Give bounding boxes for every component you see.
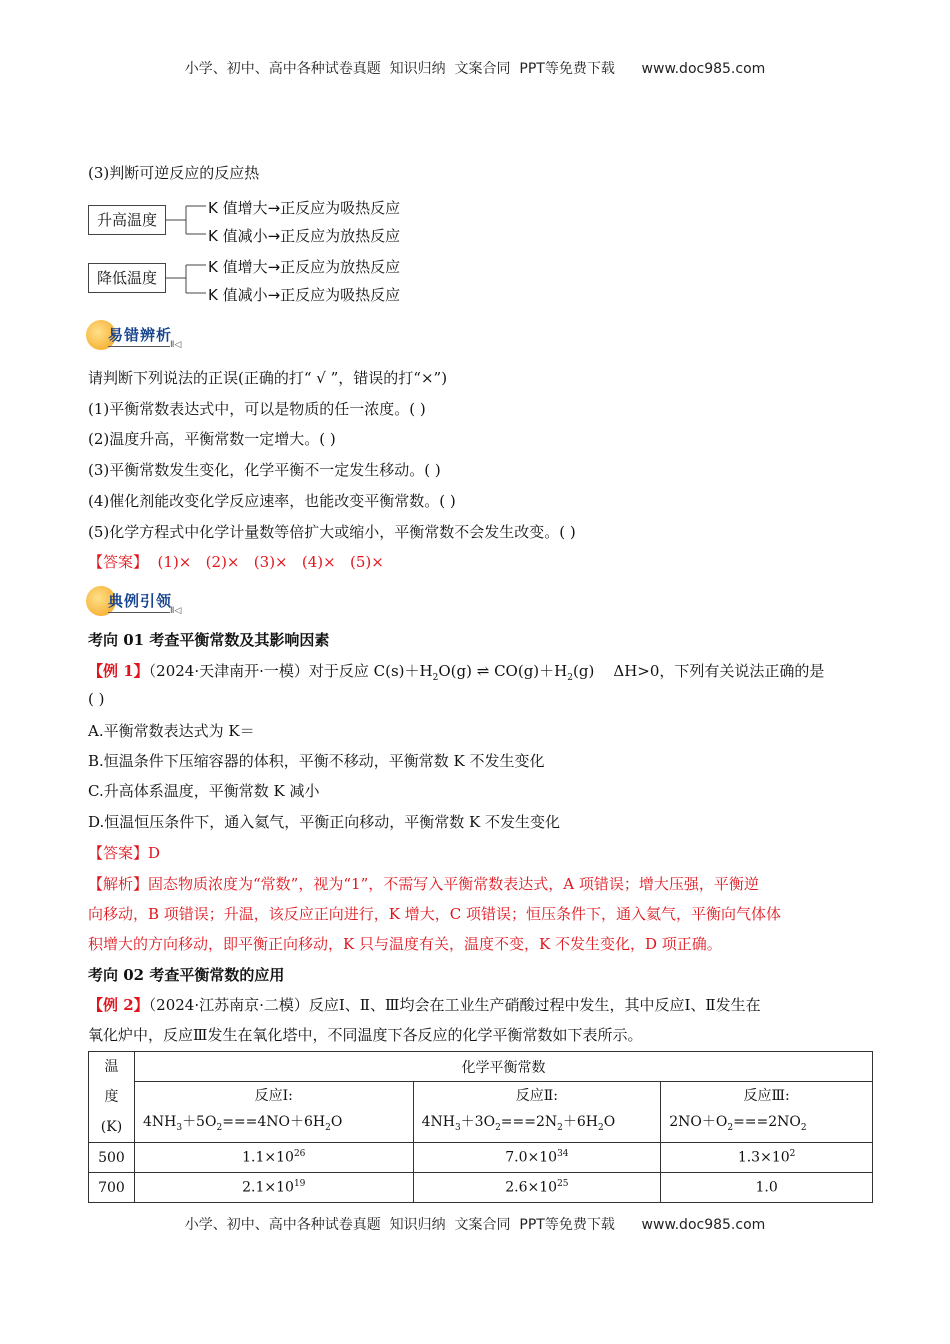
row-500-k3: $1.3\times 10^2$ bbox=[661, 1143, 873, 1173]
ex1-stem: 【例 1】（2024·天津南开·一模）对于反应 $C(s)+H_2O(g)$ ⇌ $CO(g)+H_2(g)$ ΔH>0，下列有关说法正确的是 bbox=[88, 662, 825, 683]
group-header: 化学平衡常数 bbox=[134, 1052, 872, 1082]
judge-intro: 请判断下列说法的正误(正确的打“ √ ”，错误的打“×”) bbox=[88, 369, 448, 387]
badge-underline bbox=[108, 346, 170, 347]
lower-branch-1: K 值增大→正反应为放热反应 bbox=[208, 258, 401, 276]
page-header: 小学、初中、高中各种试卷真题 知识归纳 文案合同 PPT等免费下载 www.doc985.com bbox=[184, 61, 766, 77]
temp-header-cell bbox=[89, 1052, 135, 1143]
reaction-1-eq: $4NH_3+5O_2===4NO+6H_2O$ bbox=[142, 1114, 343, 1134]
ex2-line-2: 氧化炉中，反应Ⅲ发生在氧化塔中，不同温度下各反应的化学平衡常数如下表所示。 bbox=[88, 1026, 643, 1044]
row-700-k2: $2.6\times 10^{25}$ bbox=[413, 1173, 661, 1203]
error-analysis-badge bbox=[86, 318, 186, 358]
ex1-answer-value: D bbox=[148, 844, 161, 862]
branch-connectors bbox=[0, 0, 950, 320]
ex2-label: 【例 2】 bbox=[88, 996, 149, 1014]
equilibrium-constant-table bbox=[88, 1051, 873, 1203]
section3-title: (3)判断可逆反应的反应热 bbox=[88, 164, 260, 182]
topic2-title: 考向 02 考查平衡常数的应用 bbox=[88, 966, 285, 984]
temp-header-line-1: 温 bbox=[104, 1059, 119, 1075]
ex1-analysis-line-1 bbox=[88, 873, 759, 894]
topic1-title: 考向 01 考查平衡常数及其影响因素 bbox=[88, 631, 330, 649]
judge-item-3: (3)平衡常数发生变化，化学平衡不一定发生移动。( ) bbox=[88, 461, 441, 479]
judge-answer-label: 【答案】 bbox=[88, 553, 149, 571]
reaction-3-eq: $2NO+O_2===2NO_2$ bbox=[669, 1114, 807, 1134]
badge-marker-icon: Ⅱ◁ bbox=[170, 606, 182, 616]
row-500-k1: $1.1\times 10^{26}$ bbox=[134, 1143, 413, 1173]
ex1-label: 【例 1】 bbox=[88, 662, 149, 680]
ex1-analysis-line-3: 积增大的方向移动，即平衡正向移动，K 只与温度有关，温度不变，K 不发生变化，D 项正确。 bbox=[88, 935, 722, 953]
examples-badge bbox=[86, 584, 186, 624]
reaction-2-name: 反应Ⅱ: bbox=[515, 1088, 558, 1105]
judge-answer bbox=[88, 551, 384, 572]
ex1-option-a: A.平衡常数表达式为 K＝ bbox=[88, 722, 255, 740]
row-500-k2: $7.0\times 10^{34}$ bbox=[413, 1143, 661, 1173]
ex1-source: （2024·天津南开·一模）对于反应 C(s)＋H bbox=[148, 662, 433, 680]
table-row bbox=[89, 1143, 873, 1173]
ex2-line-1 bbox=[88, 994, 761, 1015]
temp-header-line-2: 度 bbox=[104, 1089, 119, 1105]
row-700-k1: $2.1\times 10^{19}$ bbox=[134, 1173, 413, 1203]
raise-branch-2: K 值减小→正反应为放热反应 bbox=[208, 227, 401, 245]
raise-branch-1: K 值增大→正反应为吸热反应 bbox=[208, 199, 401, 217]
judge-item-5: (5)化学方程式中化学计量数等倍扩大或缩小，平衡常数不会发生改变。( ) bbox=[88, 523, 576, 541]
ex1-answer bbox=[88, 842, 160, 863]
ex1-analysis-label: 【解析】 bbox=[88, 875, 149, 893]
page-footer: 小学、初中、高中各种试卷真题 知识归纳 文案合同 PPT等免费下载 www.doc985.com bbox=[184, 1217, 766, 1233]
ex1-analysis-text-1: 固态物质浓度为“常数”，视为“1”，不需写入平衡常数表达式，A 项错误；增大压强，平衡逆 bbox=[148, 875, 759, 893]
ex1-analysis-line-2: 向移动，B 项错误；升温，该反应正向进行，K 增大，C 项错误；恒压条件下，通入氦气，平衡向气体体 bbox=[88, 905, 782, 923]
ex1-option-b: B.恒温条件下压缩容器的体积，平衡不移动，平衡常数 K 不发生变化 bbox=[88, 752, 545, 770]
judge-item-4: (4)催化剂能改变化学反应速率，也能改变平衡常数。( ) bbox=[88, 492, 456, 510]
ex1-eq-mid1: O(g) bbox=[438, 662, 477, 680]
reaction-3-header bbox=[661, 1082, 873, 1143]
badge-marker-icon: Ⅱ◁ bbox=[170, 340, 182, 350]
badge-label: 易错辨析 bbox=[108, 326, 173, 344]
ex1-paren: ( ) bbox=[88, 690, 105, 708]
row-700-temp: 700 bbox=[89, 1173, 135, 1203]
reaction-1-name: 反应Ⅰ: bbox=[254, 1088, 293, 1105]
judge-item-1: (1)平衡常数表达式中，可以是物质的任一浓度。( ) bbox=[88, 400, 426, 418]
lower-temperature-box: 降低温度 bbox=[88, 263, 166, 293]
row-700-k3: 1.0 bbox=[661, 1173, 873, 1203]
temp-header-line-3: (K) bbox=[100, 1119, 123, 1135]
ex1-answer-label: 【答案】 bbox=[88, 844, 149, 862]
badge-underline bbox=[108, 612, 170, 613]
lower-branch-2: K 值减小→正反应为吸热反应 bbox=[208, 286, 401, 304]
ex1-option-d: D.恒温恒压条件下，通入氦气，平衡正向移动，平衡常数 K 不发生变化 bbox=[88, 813, 561, 831]
ex1-eq-tail: (g) ΔH>0，下列有关说法正确的是 bbox=[572, 662, 825, 680]
reaction-2-eq: $4NH_3+3O_2===2N_2+6H_2O$ bbox=[421, 1114, 616, 1134]
judge-item-2: (2)温度升高，平衡常数一定增大。( ) bbox=[88, 430, 336, 448]
row-500-temp: 500 bbox=[89, 1143, 135, 1173]
raise-temperature-box: 升高温度 bbox=[88, 205, 166, 235]
badge-label: 典例引领 bbox=[108, 592, 173, 610]
judge-answer-text: (1)× (2)× (3)× (4)× (5)× bbox=[148, 553, 384, 571]
ex1-eq-arrow: ⇌ bbox=[476, 662, 490, 680]
ex1-option-c: C.升高体系温度，平衡常数 K 减小 bbox=[88, 782, 320, 800]
reaction-3-name: 反应Ⅲ: bbox=[743, 1088, 790, 1105]
reaction-1-header bbox=[134, 1082, 413, 1143]
ex1-eq-mid2: CO(g)＋H bbox=[489, 662, 568, 680]
table-row bbox=[89, 1173, 873, 1203]
ex2-text-1: （2024·江苏南京·二模）反应Ⅰ、Ⅱ、Ⅲ均会在工业生产硝酸过程中发生，其中反应Ⅰ、Ⅱ发生在 bbox=[148, 996, 761, 1014]
reaction-2-header bbox=[413, 1082, 661, 1143]
